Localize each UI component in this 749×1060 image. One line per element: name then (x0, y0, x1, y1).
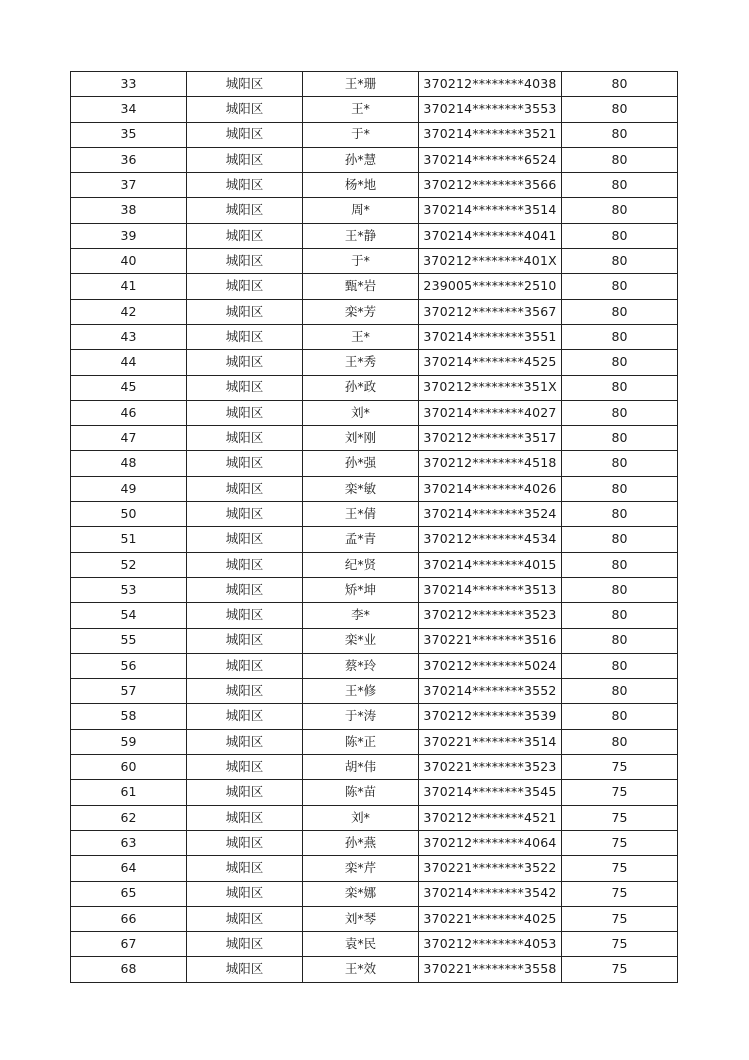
table-row (71, 780, 678, 805)
table-row (71, 400, 678, 425)
row-district: 城阳区 (187, 198, 303, 223)
row-district: 城阳区 (187, 72, 303, 97)
row-name: 栾*芳 (303, 299, 419, 324)
row-name: 王*效 (303, 957, 419, 982)
table-row (71, 577, 678, 602)
row-number: 43 (71, 324, 187, 349)
row-score: 75 (562, 830, 678, 855)
row-name: 王*静 (303, 223, 419, 248)
row-district: 城阳区 (187, 577, 303, 602)
row-name: 王*倩 (303, 502, 419, 527)
row-id-number: 370212********401X (419, 249, 562, 274)
row-score: 80 (562, 375, 678, 400)
row-score: 80 (562, 502, 678, 527)
row-score: 75 (562, 755, 678, 780)
row-number: 45 (71, 375, 187, 400)
row-name: 刘* (303, 805, 419, 830)
row-number: 34 (71, 97, 187, 122)
table-row (71, 375, 678, 400)
row-number: 61 (71, 780, 187, 805)
row-score: 80 (562, 147, 678, 172)
table-row (71, 603, 678, 628)
row-id-number: 370221********3514 (419, 729, 562, 754)
row-score: 80 (562, 299, 678, 324)
row-id-number: 370214********3521 (419, 122, 562, 147)
table-row (71, 223, 678, 248)
row-district: 城阳区 (187, 628, 303, 653)
row-district: 城阳区 (187, 704, 303, 729)
row-score: 80 (562, 249, 678, 274)
row-name: 王*修 (303, 679, 419, 704)
row-number: 42 (71, 299, 187, 324)
row-name: 王*珊 (303, 72, 419, 97)
table-row (71, 527, 678, 552)
row-score: 75 (562, 932, 678, 957)
row-id-number: 370212********3539 (419, 704, 562, 729)
table-row (71, 805, 678, 830)
row-number: 64 (71, 856, 187, 881)
row-district: 城阳区 (187, 679, 303, 704)
row-name: 孙*政 (303, 375, 419, 400)
row-score: 80 (562, 527, 678, 552)
table-row (71, 957, 678, 982)
table-row (71, 653, 678, 678)
row-id-number: 370221********4025 (419, 906, 562, 931)
table-row (71, 906, 678, 931)
row-number: 35 (71, 122, 187, 147)
row-score: 80 (562, 400, 678, 425)
row-score: 80 (562, 451, 678, 476)
row-number: 48 (71, 451, 187, 476)
table-row (71, 476, 678, 501)
row-number: 62 (71, 805, 187, 830)
row-number: 38 (71, 198, 187, 223)
table-row (71, 198, 678, 223)
row-number: 67 (71, 932, 187, 957)
table-row (71, 173, 678, 198)
row-number: 36 (71, 147, 187, 172)
row-district: 城阳区 (187, 552, 303, 577)
row-name: 栾*敏 (303, 476, 419, 501)
row-number: 49 (71, 476, 187, 501)
row-id-number: 370212********3567 (419, 299, 562, 324)
row-id-number: 370214********4015 (419, 552, 562, 577)
row-id-number: 370212********3517 (419, 426, 562, 451)
table-row (71, 249, 678, 274)
row-number: 37 (71, 173, 187, 198)
row-number: 51 (71, 527, 187, 552)
row-number: 58 (71, 704, 187, 729)
row-name: 袁*民 (303, 932, 419, 957)
row-id-number: 370214********4027 (419, 400, 562, 425)
table-row (71, 147, 678, 172)
row-id-number: 370212********3566 (419, 173, 562, 198)
row-id-number: 239005********2510 (419, 274, 562, 299)
table-row (71, 299, 678, 324)
table-row (71, 932, 678, 957)
row-name: 王* (303, 97, 419, 122)
table-row (71, 502, 678, 527)
row-score: 80 (562, 72, 678, 97)
table-row (71, 324, 678, 349)
row-name: 刘*刚 (303, 426, 419, 451)
row-id-number: 370212********5024 (419, 653, 562, 678)
row-name: 蔡*玲 (303, 653, 419, 678)
row-score: 80 (562, 274, 678, 299)
row-name: 胡*伟 (303, 755, 419, 780)
row-district: 城阳区 (187, 755, 303, 780)
row-number: 39 (71, 223, 187, 248)
row-id-number: 370212********3523 (419, 603, 562, 628)
row-district: 城阳区 (187, 830, 303, 855)
row-name: 于* (303, 122, 419, 147)
row-id-number: 370212********4064 (419, 830, 562, 855)
table-row (71, 350, 678, 375)
row-number: 53 (71, 577, 187, 602)
row-score: 80 (562, 223, 678, 248)
row-name: 栾*芹 (303, 856, 419, 881)
records-table-body (71, 72, 678, 983)
row-district: 城阳区 (187, 97, 303, 122)
row-district: 城阳区 (187, 274, 303, 299)
row-score: 75 (562, 856, 678, 881)
row-score: 80 (562, 603, 678, 628)
row-id-number: 370212********4521 (419, 805, 562, 830)
row-name: 孙*强 (303, 451, 419, 476)
row-name: 陈*苗 (303, 780, 419, 805)
row-id-number: 370214********3552 (419, 679, 562, 704)
row-name: 李* (303, 603, 419, 628)
row-district: 城阳区 (187, 856, 303, 881)
row-name: 孟*青 (303, 527, 419, 552)
row-id-number: 370212********4053 (419, 932, 562, 957)
row-number: 55 (71, 628, 187, 653)
row-number: 41 (71, 274, 187, 299)
row-score: 75 (562, 957, 678, 982)
row-district: 城阳区 (187, 223, 303, 248)
table-row (71, 122, 678, 147)
row-district: 城阳区 (187, 299, 303, 324)
row-number: 65 (71, 881, 187, 906)
row-score: 80 (562, 198, 678, 223)
row-id-number: 370221********3558 (419, 957, 562, 982)
row-district: 城阳区 (187, 173, 303, 198)
row-name: 纪*贤 (303, 552, 419, 577)
row-id-number: 370212********351X (419, 375, 562, 400)
row-number: 68 (71, 957, 187, 982)
table-row (71, 274, 678, 299)
row-id-number: 370214********6524 (419, 147, 562, 172)
row-id-number: 370214********3545 (419, 780, 562, 805)
row-district: 城阳区 (187, 324, 303, 349)
row-name: 栾*业 (303, 628, 419, 653)
row-name: 陈*正 (303, 729, 419, 754)
row-name: 王* (303, 324, 419, 349)
row-score: 80 (562, 426, 678, 451)
table-row (71, 881, 678, 906)
row-district: 城阳区 (187, 906, 303, 931)
row-id-number: 370214********3524 (419, 502, 562, 527)
row-score: 80 (562, 476, 678, 501)
row-score: 80 (562, 350, 678, 375)
row-id-number: 370214********4525 (419, 350, 562, 375)
row-number: 50 (71, 502, 187, 527)
row-number: 56 (71, 653, 187, 678)
row-district: 城阳区 (187, 400, 303, 425)
row-score: 75 (562, 780, 678, 805)
row-id-number: 370214********4041 (419, 223, 562, 248)
table-row (71, 679, 678, 704)
row-score: 80 (562, 577, 678, 602)
row-id-number: 370212********4534 (419, 527, 562, 552)
row-id-number: 370221********3522 (419, 856, 562, 881)
row-score: 75 (562, 881, 678, 906)
row-number: 52 (71, 552, 187, 577)
row-id-number: 370214********4026 (419, 476, 562, 501)
row-name: 孙*慧 (303, 147, 419, 172)
row-id-number: 370214********3513 (419, 577, 562, 602)
row-score: 80 (562, 653, 678, 678)
row-district: 城阳区 (187, 350, 303, 375)
row-district: 城阳区 (187, 375, 303, 400)
row-district: 城阳区 (187, 249, 303, 274)
row-score: 75 (562, 906, 678, 931)
row-score: 80 (562, 679, 678, 704)
row-name: 杨*地 (303, 173, 419, 198)
row-district: 城阳区 (187, 805, 303, 830)
row-name: 王*秀 (303, 350, 419, 375)
row-district: 城阳区 (187, 780, 303, 805)
row-number: 54 (71, 603, 187, 628)
row-district: 城阳区 (187, 502, 303, 527)
row-name: 甄*岩 (303, 274, 419, 299)
row-name: 孙*燕 (303, 830, 419, 855)
row-number: 59 (71, 729, 187, 754)
row-id-number: 370212********4518 (419, 451, 562, 476)
row-number: 63 (71, 830, 187, 855)
row-score: 80 (562, 324, 678, 349)
row-name: 于*涛 (303, 704, 419, 729)
row-score: 80 (562, 729, 678, 754)
row-district: 城阳区 (187, 603, 303, 628)
row-number: 60 (71, 755, 187, 780)
table-row (71, 856, 678, 881)
row-id-number: 370214********3514 (419, 198, 562, 223)
row-score: 80 (562, 704, 678, 729)
row-district: 城阳区 (187, 122, 303, 147)
table-row (71, 729, 678, 754)
table-row (71, 426, 678, 451)
table-row (71, 72, 678, 97)
row-district: 城阳区 (187, 881, 303, 906)
row-score: 80 (562, 173, 678, 198)
row-id-number: 370221********3516 (419, 628, 562, 653)
row-score: 80 (562, 97, 678, 122)
row-district: 城阳区 (187, 147, 303, 172)
row-number: 47 (71, 426, 187, 451)
table-row (71, 830, 678, 855)
row-score: 75 (562, 805, 678, 830)
row-number: 44 (71, 350, 187, 375)
row-name: 栾*娜 (303, 881, 419, 906)
row-id-number: 370214********3542 (419, 881, 562, 906)
row-number: 40 (71, 249, 187, 274)
row-number: 66 (71, 906, 187, 931)
row-name: 刘*琴 (303, 906, 419, 931)
table-row (71, 97, 678, 122)
row-name: 周* (303, 198, 419, 223)
row-number: 57 (71, 679, 187, 704)
row-number: 46 (71, 400, 187, 425)
table-row (71, 451, 678, 476)
row-score: 80 (562, 122, 678, 147)
table-row (71, 704, 678, 729)
table-row (71, 628, 678, 653)
table-row (71, 552, 678, 577)
row-id-number: 370212********4038 (419, 72, 562, 97)
row-id-number: 370221********3523 (419, 755, 562, 780)
row-district: 城阳区 (187, 932, 303, 957)
row-name: 刘* (303, 400, 419, 425)
row-score: 80 (562, 552, 678, 577)
row-district: 城阳区 (187, 729, 303, 754)
row-score: 80 (562, 628, 678, 653)
row-district: 城阳区 (187, 476, 303, 501)
row-district: 城阳区 (187, 957, 303, 982)
row-district: 城阳区 (187, 451, 303, 476)
row-district: 城阳区 (187, 527, 303, 552)
row-number: 33 (71, 72, 187, 97)
row-id-number: 370214********3551 (419, 324, 562, 349)
row-id-number: 370214********3553 (419, 97, 562, 122)
table-row (71, 755, 678, 780)
records-table (70, 71, 678, 983)
row-name: 于* (303, 249, 419, 274)
row-district: 城阳区 (187, 653, 303, 678)
row-name: 矫*坤 (303, 577, 419, 602)
row-district: 城阳区 (187, 426, 303, 451)
